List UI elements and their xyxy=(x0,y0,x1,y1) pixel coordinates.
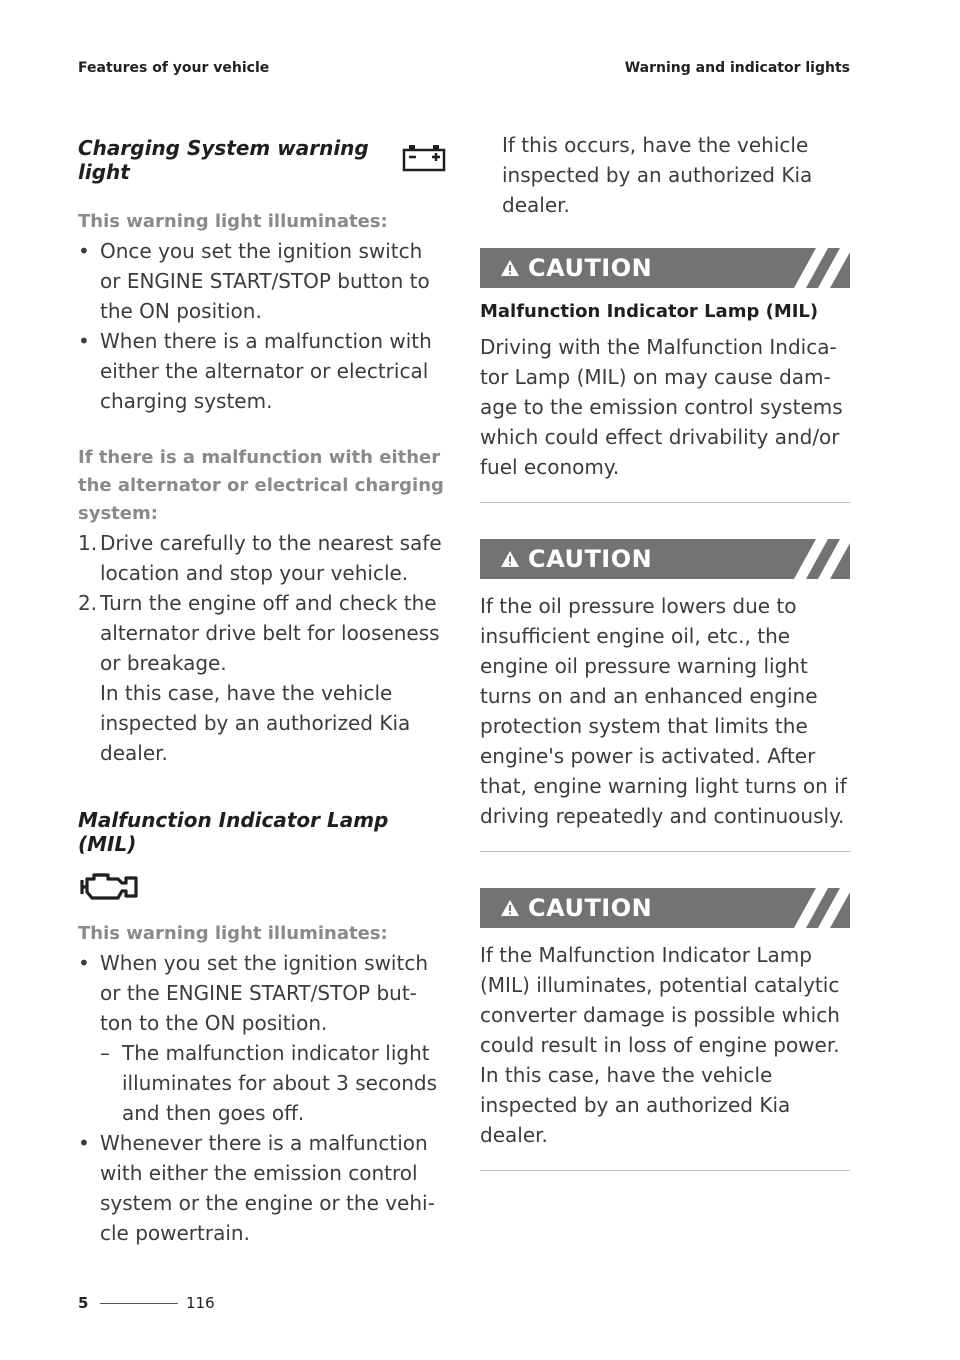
malfunction-heading: If there is a malfunction with either the alternator or electrical charging system: xyxy=(78,447,444,524)
warning-triangle-icon xyxy=(500,899,520,917)
list-item: • When you set the ignition switch or the ENGINE START/STOP but-ton to the ON position. xyxy=(78,948,446,1038)
stripes-decoration xyxy=(790,248,850,288)
bullet-mark: • xyxy=(78,329,90,353)
running-header-right: Warning and indicator lights xyxy=(624,60,850,76)
caution-text: If the oil pressure lowers due to insufficient engine oil, etc., the engine oil pressure warning light turns on and an enhanced engine protection system that limits the engine's power is activated. After that, engine warning light turns on if driving repeatedly and continuously. xyxy=(480,594,847,828)
list-item: • When there is a malfunction with either the alternator or electrical charging system. xyxy=(78,326,446,416)
sub-list-item: – The malfunction indicator light illuminates for about 3 seconds and then goes off. xyxy=(78,1038,446,1128)
list-item: • Once you set the ignition switch or ENGINE START/STOP button to the ON position. xyxy=(78,236,446,326)
bullet-mark: • xyxy=(78,1131,90,1155)
divider xyxy=(480,502,850,503)
caution-banner xyxy=(480,248,850,288)
footer-rule xyxy=(100,1303,178,1304)
warning-triangle-icon xyxy=(500,259,520,277)
section-number: 5 xyxy=(78,1294,89,1312)
caution-banner xyxy=(480,539,850,579)
caution-label: CAUTION xyxy=(528,545,653,573)
battery-icon xyxy=(402,144,446,177)
page-number: 116 xyxy=(186,1294,215,1312)
step-item: 2. Turn the engine off and check the alternator drive belt for looseness or breakage. xyxy=(78,591,440,675)
caution-text: If the Malfunction Indicator Lamp (MIL) illuminates, potential catalytic converter damage is possible which could result in loss of engine power. In this case, have the vehicle inspected by an authorized Kia dealer. xyxy=(480,943,840,1147)
stripes-decoration xyxy=(790,539,850,579)
mil-section-title: Malfunction Indicator Lamp (MIL) xyxy=(78,808,389,856)
illuminates-heading: This warning light illuminates: xyxy=(78,211,388,232)
caution-banner xyxy=(480,888,850,928)
bullet-mark: • xyxy=(78,951,90,975)
right-column xyxy=(480,128,850,1171)
running-header-left: Features of your vehicle xyxy=(78,60,270,76)
left-column xyxy=(78,128,446,1248)
divider xyxy=(480,1170,850,1171)
caution-label: CAUTION xyxy=(528,254,653,282)
stripes-decoration xyxy=(790,888,850,928)
caution-title: Malfunction Indicator Lamp (MIL) xyxy=(480,301,819,322)
divider xyxy=(480,851,850,852)
caution-text: Driving with the Malfunction Indica-tor Lamp (MIL) on may cause dam-age to the emission control systems which could effect drivability and/or fuel economy. xyxy=(480,335,843,479)
step-item: 1. Drive carefully to the nearest safe location and stop your vehicle. xyxy=(78,531,442,585)
dash-mark: – xyxy=(100,1041,110,1065)
bullet-mark: • xyxy=(78,239,90,263)
illuminates-heading: This warning light illuminates: xyxy=(78,923,388,944)
warning-triangle-icon xyxy=(500,550,520,568)
list-item: • Whenever there is a malfunction with either the emission control system or the engine or the vehi-cle powertrain. xyxy=(78,1128,446,1248)
caution-label: CAUTION xyxy=(528,894,653,922)
engine-icon xyxy=(78,870,446,906)
continuation-text: If this occurs, have the vehicle inspected by an authorized Kia dealer. xyxy=(502,133,813,217)
step-note: In this case, have the vehicle inspected by an authorized Kia dealer. xyxy=(100,681,411,765)
charging-section-title: Charging System warning light xyxy=(78,136,446,184)
